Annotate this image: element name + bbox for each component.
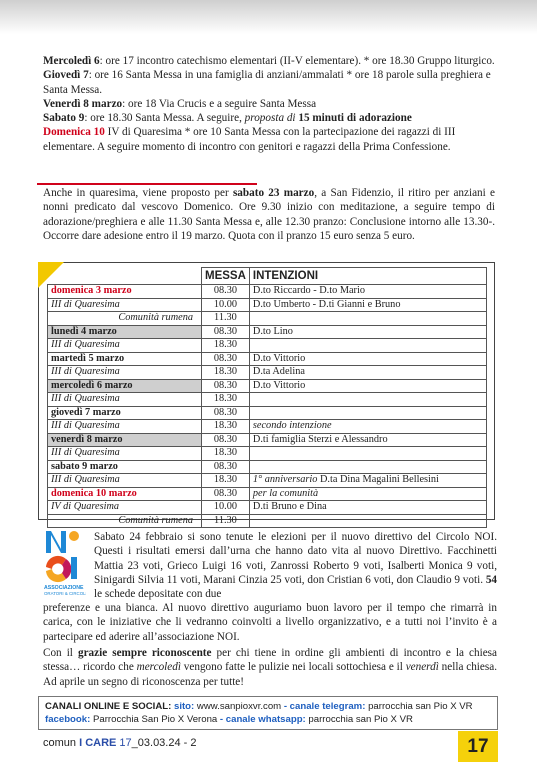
svg-text:ORATORI & CIRCOLI: ORATORI & CIRCOLI	[44, 591, 86, 596]
noi-election-paragraph: Sabato 24 febbraio si sono tenute le elezioni per il nuovo direttivo del Circolo NOI. Questi i risultati emersi dall’urna che hanno dato vita al nuovo Direttivo. Facchinetti Mattia 23 voti, Grieco Luigi 16 voti, Zanrossi Roberto 9 voti, Isalberti Monica 9 voti, Sinigardi Silvia 11 voti, Marani Cinzia 25 voti, don Cristian 6 voti, don Claudio 9 voti. 54 le schede depositate con due	[94, 531, 497, 601]
day-cell: giovedì 7 marzo	[48, 406, 202, 420]
day-cell: domenica 10 marzo	[48, 487, 202, 501]
website-link[interactable]: www.sanpioxvr.com	[196, 701, 282, 712]
table-row: III di Quaresima 10.00 D.to Umberto - D.ti Gianni e Bruno	[48, 298, 487, 312]
telegram-link[interactable]: parrocchia san Pio X VR	[368, 701, 473, 712]
table-row: III di Quaresima 18.30 secondo intenzione	[48, 420, 487, 434]
mass-schedule-table	[47, 267, 487, 528]
red-divider	[37, 183, 257, 185]
saturday-entry: Sabato 9: ore 18.30 Santa Messa. A seguire, proposta di 15 minuti di adorazione	[43, 112, 412, 125]
sunday-entry: Domenica 10 IV di Quaresima * ore 10 Santa Messa con la partecipazione dei ragazzi di III elementare. A seguire momento di incontro con genitori e ragazzi della Prima Confessione.	[43, 126, 456, 153]
day-cell: sabato 9 marzo	[48, 460, 202, 474]
noi-election-continuation: preferenze e una bianca. Al nuovo direttivo auguriamo buon lavoro per il tempo che rimarrà in carica, con le iniziative che li vedranno coinvolti a livello organizzativo, e a tutti noi l’invito è a partecipare ed aderire all’associazione NOI.	[43, 602, 497, 643]
footer-credit: comun I CARE 17_03.03.24 - 2	[43, 737, 197, 749]
table-row: III di Quaresima 18.30 1° anniversario D.ta Dina Magalini Bellesini	[48, 474, 487, 488]
page-number: 17	[458, 731, 498, 762]
wednesday-entry: Mercoledì 6: ore 17 incontro catechismo elementari (II-V elementare). * ore 18.30 Gruppo liturgico.	[43, 55, 495, 67]
table-row: Comunità rumena 11.30	[48, 514, 487, 528]
retreat-paragraph: Anche in quaresima, viene proposto per sabato 23 marzo, a San Fidenzio, il ritiro per anziani e nonni predicato dal vescovo Domenico. Ore 9.30 inizio con meditazione, a seguire tempo di adorazione/preghiera e alle 11.30 Santa Messa e, alle 12.30 pranzo: Conclusione intorno alle 13.30-. Occorre dare adesione entro il 19 marzo. Quota con il pranzo 15 euro senza 5 euro.	[43, 187, 495, 242]
table-row: III di Quaresima 18.30	[48, 393, 487, 407]
social-channels-box	[38, 696, 498, 730]
table-row: III di Quaresima 18.30	[48, 447, 487, 461]
day-cell: lunedì 4 marzo	[48, 325, 202, 339]
table-row: Comunità rumena 11.30	[48, 312, 487, 326]
noi-logo	[44, 527, 86, 599]
whatsapp-link[interactable]: parrocchia san Pio X VR	[308, 714, 413, 725]
noi-logo-icon	[44, 527, 86, 599]
header-intenzioni: INTENZIONI	[249, 268, 486, 285]
table-row: III di Quaresima 18.30 D.ta Adelina	[48, 366, 487, 380]
header-messa: MESSA	[202, 268, 250, 285]
table-row: mercoledì 6 marzo 08.30 D.to Vittorio	[48, 379, 487, 393]
table-row: domenica 3 marzo 08.30 D.to Riccardo - D.to Mario	[48, 285, 487, 299]
day-cell: martedì 5 marzo	[48, 352, 202, 366]
svg-text:ASSOCIAZIONE: ASSOCIAZIONE	[44, 585, 84, 591]
day-cell: mercoledì 6 marzo	[48, 379, 202, 393]
day-cell: domenica 3 marzo	[48, 285, 202, 299]
table-row: lunedì 4 marzo 08.30 D.to Lino	[48, 325, 487, 339]
top-shadow-bar	[0, 0, 537, 34]
table-row: III di Quaresima 18.30	[48, 339, 487, 353]
facebook-link[interactable]: Parrocchia San Pio X Verona	[92, 714, 218, 725]
social-line-2: facebook: Parrocchia San Pio X Verona - canale whatsapp: parrocchia san Pio X VR	[45, 714, 413, 725]
social-line-1: CANALI ONLINE E SOCIAL: sito: www.sanpioxvr.com - canale telegram: parrocchia san Pio X VR	[45, 701, 473, 712]
table-row: venerdì 8 marzo 08.30 D.ti famiglia Sterzi e Alessandro	[48, 433, 487, 447]
weekly-schedule	[43, 54, 495, 154]
thursday-entry: Giovedì 7: ore 16 Santa Messa in una famiglia di anziani/ammalati * ore 18 parole sulla preghiera e Santa Messa.	[43, 69, 491, 96]
day-cell: venerdì 8 marzo	[48, 433, 202, 447]
table-row: giovedì 7 marzo 08.30	[48, 406, 487, 420]
friday-entry: Venerdì 8 marzo: ore 18 Via Crucis e a seguire Santa Messa	[43, 97, 317, 110]
table-row: sabato 9 marzo 08.30	[48, 460, 487, 474]
table-row: martedì 5 marzo 08.30 D.to Vittorio	[48, 352, 487, 366]
table-header-row	[48, 268, 487, 285]
table-row: IV di Quaresima 10.00 D.ti Bruno e Dina	[48, 501, 487, 515]
table-row: domenica 10 marzo 08.30 per la comunità	[48, 487, 487, 501]
thanks-paragraph: Con il grazie sempre riconoscente per chi tiene in ordine gli ambienti di incontro e la chiesa stessa… ricordo che mercoledì vengono fatte le pulizie nei locali sottochiesa e il venerdì nella chiesa. Ad aprile un segno di riconoscenza per tutte!	[43, 647, 497, 688]
